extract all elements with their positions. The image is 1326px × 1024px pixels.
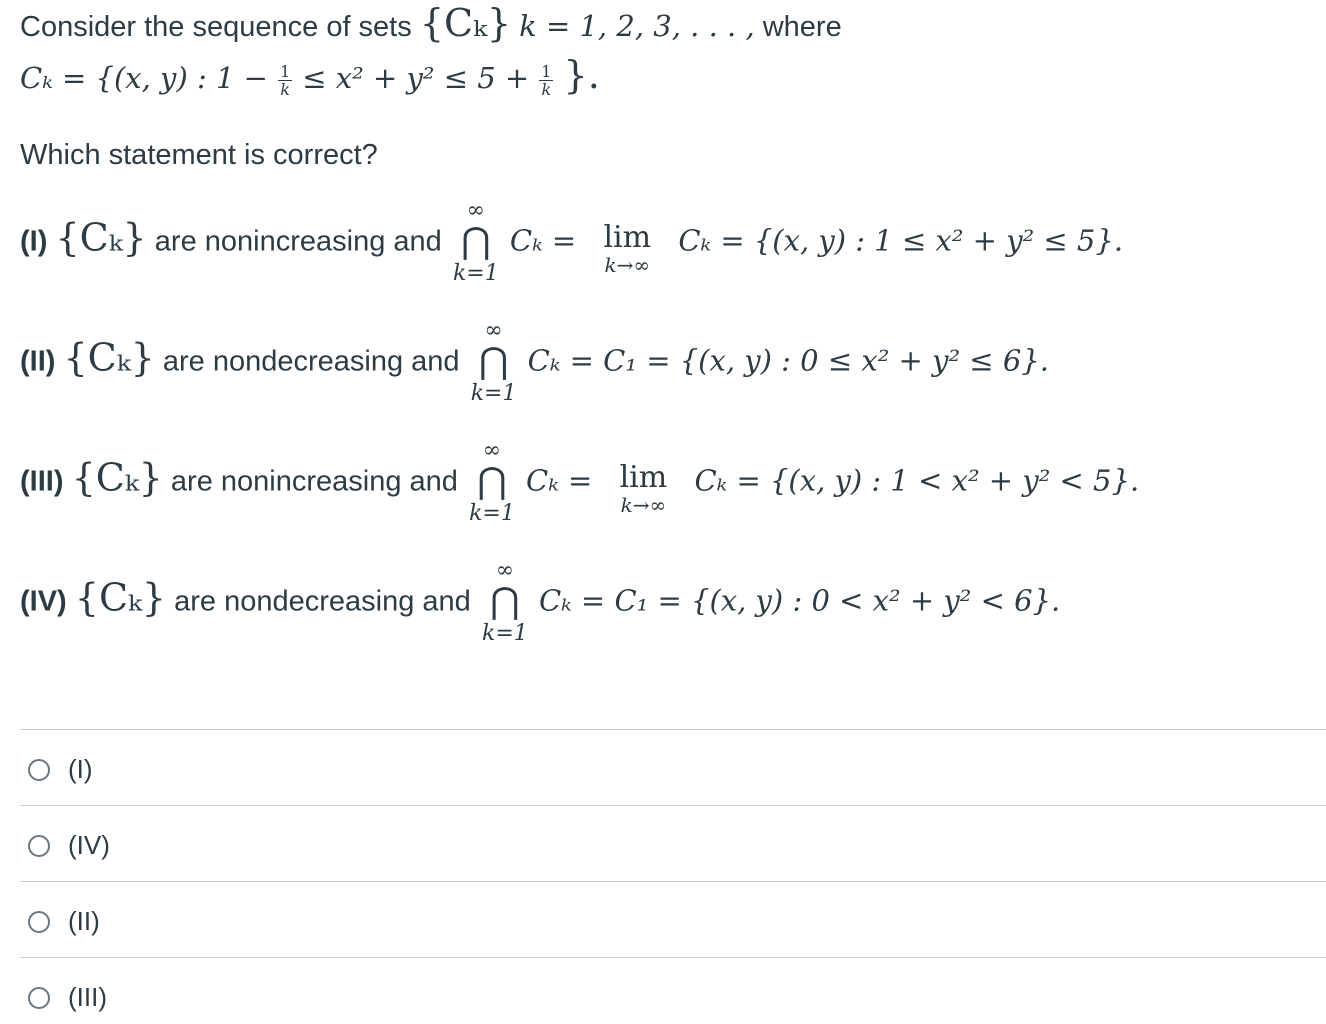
fraction-right-denominator: k [541, 79, 552, 99]
definition-end: }. [563, 53, 600, 97]
operator-upper-limit: ∞ [484, 318, 503, 343]
question-prompt: Which statement is correct? [20, 139, 378, 171]
limit-subscript: k→∞ [604, 253, 651, 277]
statement-text: are nondecreasing and [162, 345, 460, 378]
statement-mid: Cₖ = [509, 223, 577, 258]
answer-option-2[interactable] [28, 830, 110, 861]
statement-2 [20, 318, 1049, 408]
operator-lower-limit: k=1 [452, 261, 499, 286]
statement-mid: Cₖ = [526, 463, 593, 498]
intersection-symbol: ⋂ [477, 461, 507, 502]
operator-upper-limit: ∞ [495, 558, 515, 583]
fraction-right [539, 63, 553, 98]
limit-word: lim [603, 220, 652, 255]
radio-button[interactable] [28, 911, 50, 933]
statement-1 [20, 198, 1123, 288]
fraction-left-denominator: k [280, 79, 290, 99]
statement-text: are nonincreasing and [154, 225, 442, 258]
intersection-symbol: ⋂ [461, 221, 491, 262]
statement-mid: Cₖ = C₁ = {(x, y) : 0 < x² + y² < 6}. [538, 583, 1061, 618]
answer-label: (II) [68, 906, 100, 936]
statement-set: {Cₖ} [71, 455, 163, 500]
statement-label: (I) [20, 225, 48, 258]
question-line-1 [20, 1, 842, 45]
answer-label: (I) [68, 754, 93, 784]
answer-option-1[interactable] [28, 754, 93, 785]
statement-4 [20, 558, 1060, 648]
operator-lower-limit: k=1 [481, 621, 528, 646]
fraction-right-numerator: 1 [541, 61, 552, 81]
statement-text: are nondecreasing and [174, 585, 471, 618]
sequence-index: k = 1, 2, 3, . . . , [519, 9, 755, 43]
question-intro: Consider the sequence of sets [20, 11, 412, 43]
answer-label: (IV) [68, 830, 110, 860]
divider [20, 729, 1326, 730]
statement-label: (IV) [20, 585, 67, 618]
answer-label: (III) [68, 982, 107, 1012]
statement-mid: Cₖ = C₁ = {(x, y) : 0 ≤ x² + y² ≤ 6}. [527, 343, 1049, 378]
divider [20, 881, 1326, 882]
statement-set: {Cₖ} [63, 335, 155, 380]
radio-button[interactable] [28, 759, 50, 781]
limit-operator [588, 198, 666, 288]
radio-button[interactable] [28, 987, 50, 1009]
statement-3 [20, 438, 1139, 528]
statement-label: (II) [20, 345, 56, 378]
intersection-symbol: ⋂ [478, 341, 509, 382]
limit-subscript: k→∞ [620, 493, 667, 517]
answer-option-4[interactable] [28, 982, 107, 1013]
intersection-operator [454, 198, 498, 288]
question-definition [20, 53, 600, 99]
limit-word: lim [619, 460, 668, 495]
divider [20, 957, 1326, 958]
radio-button[interactable] [28, 835, 50, 857]
intersection-operator [483, 558, 527, 648]
definition-lhs: Cₖ = {(x, y) : 1 − [20, 61, 268, 95]
intersection-symbol: ⋂ [490, 581, 520, 622]
definition-mid: ≤ x² + y² ≤ 5 + [302, 61, 530, 95]
question-where: where [762, 11, 842, 43]
sequence-set: {Cₖ} [419, 1, 512, 45]
operator-lower-limit: k=1 [470, 381, 517, 406]
fraction-left [278, 63, 292, 98]
divider [20, 805, 1326, 806]
operator-lower-limit: k=1 [469, 501, 515, 526]
intersection-operator [472, 318, 516, 408]
statement-set: {Cₖ} [74, 575, 167, 620]
operator-upper-limit: ∞ [482, 438, 502, 463]
fraction-left-numerator: 1 [280, 61, 291, 81]
operator-upper-limit: ∞ [466, 198, 485, 223]
statement-rhs: Cₖ = {(x, y) : 1 < x² + y² < 5}. [694, 463, 1140, 498]
intersection-operator [470, 438, 514, 528]
answer-option-3[interactable] [28, 906, 100, 937]
statement-text: are nonincreasing and [170, 465, 458, 498]
statement-rhs: Cₖ = {(x, y) : 1 ≤ x² + y² ≤ 5}. [678, 223, 1124, 258]
statement-label: (III) [20, 465, 64, 498]
limit-operator [604, 438, 682, 528]
statement-set: {Cₖ} [55, 215, 147, 260]
